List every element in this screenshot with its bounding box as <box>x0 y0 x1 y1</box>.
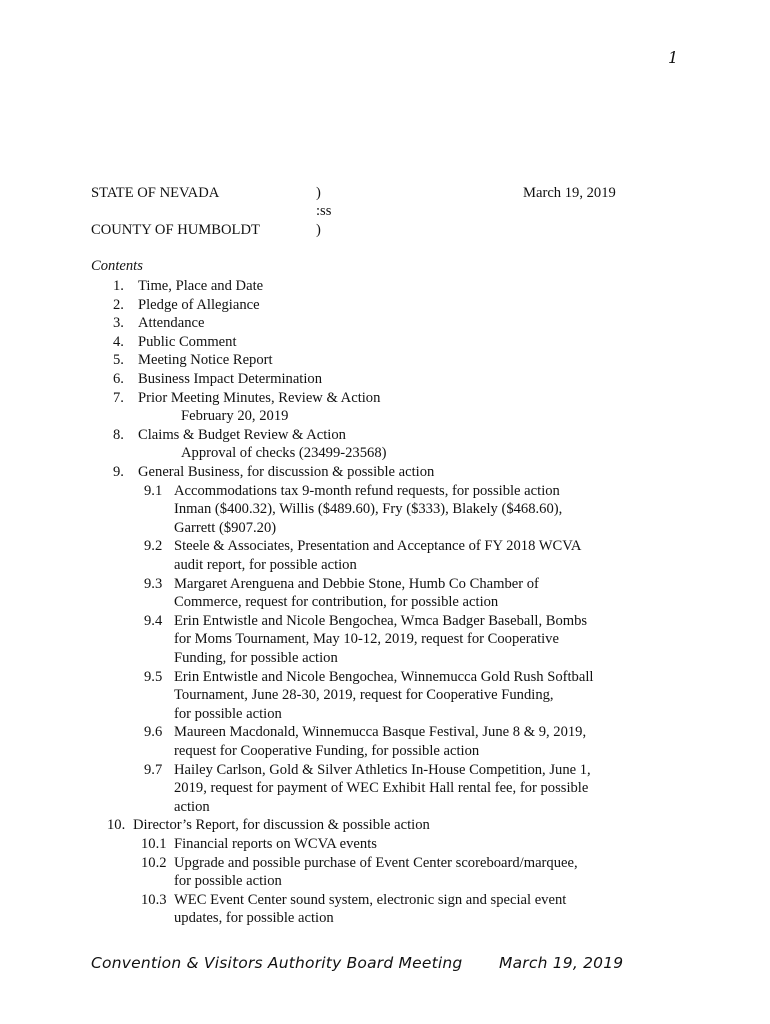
item-text: Public Comment <box>138 333 237 350</box>
item-number: 5. <box>113 352 124 369</box>
subitem-text: Garrett ($907.20) <box>174 519 277 536</box>
item-text: Business Impact Determination <box>138 371 323 387</box>
item-number: 2. <box>113 296 124 313</box>
subitem-text: Maureen Macdonald, Winnemucca Basque Festival, June 8 & 9, 2019, <box>174 724 587 741</box>
item-text: Director’s Report, for discussion & possible action <box>133 817 430 834</box>
subitem-text: for Moms Tournament, May 10-12, 2019, request for Cooperative <box>174 631 559 648</box>
item-text: Meeting Notice Report <box>138 352 273 369</box>
subitem-number: 10.1 <box>141 836 167 852</box>
contents-title: Contents <box>91 258 143 274</box>
subitem-number: 10.3 <box>141 891 167 908</box>
item-number: 8. <box>113 426 124 443</box>
subitem-number: 9.3 <box>144 575 163 592</box>
subitem-text: Commerce, request for contribution, for possible action <box>174 594 499 611</box>
subitem-text: WEC Event Center sound system, electronic sign and special event <box>174 891 567 908</box>
item-text: General Business, for discussion & possible action <box>138 464 435 480</box>
subitem-number: 9.5 <box>144 668 163 685</box>
subitem-text: Steele & Associates, Presentation and Acceptance of FY 2018 WCVA <box>174 538 582 555</box>
subitem-text: request for Cooperative Funding, for possible action <box>174 743 480 759</box>
item-number: 1. <box>113 278 124 294</box>
subitem-text: Hailey Carlson, Gold & Silver Athletics In-House Competition, June 1, <box>174 761 591 778</box>
subitem-text: Upgrade and possible purchase of Event Center scoreboard/marquee, <box>174 854 578 871</box>
item-number: 3. <box>113 315 124 332</box>
item-number: 10. <box>107 817 126 834</box>
item-number: 7. <box>113 389 124 406</box>
subitem-number: 10.2 <box>141 854 167 871</box>
subitem-text: Funding, for possible action <box>174 650 338 666</box>
subitem-text: for possible action <box>174 705 282 722</box>
subitem-number: 9.2 <box>144 538 163 555</box>
header-state: STATE OF NEVADA <box>91 185 220 201</box>
item-text: Prior Meeting Minutes, Review & Action <box>138 389 381 406</box>
subitem-text: action <box>174 798 210 815</box>
page-number: 1 <box>668 48 679 67</box>
subitem-text: Tournament, June 28-30, 2019, request for Cooperative Funding, <box>174 687 554 704</box>
item-number: 4. <box>113 333 124 350</box>
footer-title: Convention & Visitors Authority Board Meeting <box>91 954 463 972</box>
footer-date: March 19, 2019 <box>499 954 624 972</box>
header-county: COUNTY OF HUMBOLDT <box>91 222 260 238</box>
subitem-text: Erin Entwistle and Nicole Bengochea, Wmca Badger Baseball, Bombs <box>174 612 588 629</box>
item-text: Time, Place and Date <box>138 278 264 294</box>
subitem-text: Accommodations tax 9-month refund requests, for possible action <box>174 482 560 499</box>
subitem-text: Erin Entwistle and Nicole Bengochea, Winnemucca Gold Rush Softball <box>174 668 594 685</box>
item-text: Claims & Budget Review & Action <box>138 426 346 443</box>
item-subtext: February 20, 2019 <box>181 408 289 425</box>
header-date: March 19, 2019 <box>523 185 616 201</box>
header-ss: :ss <box>316 203 332 219</box>
subitem-number: 9.6 <box>144 724 163 741</box>
item-text: Attendance <box>138 315 205 332</box>
header-paren-open: ) <box>316 185 321 201</box>
subitem-text: 2019, request for payment of WEC Exhibit Hall rental fee, for possible <box>174 780 589 797</box>
subitem-number: 9.4 <box>144 612 163 629</box>
header-paren-close: ) <box>316 222 321 238</box>
item-subtext: Approval of checks (23499-23568) <box>181 445 387 462</box>
subitem-text: Inman ($400.32), Willis ($489.60), Fry ($333), Blakely ($468.60), <box>174 501 563 518</box>
subitem-number: 9.7 <box>144 761 163 778</box>
subitem-number: 9.1 <box>144 482 163 499</box>
item-number: 9. <box>113 464 124 480</box>
subitem-text: for possible action <box>174 873 282 890</box>
item-number: 6. <box>113 371 124 387</box>
subitem-text: audit report, for possible action <box>174 557 357 573</box>
item-text: Pledge of Allegiance <box>138 296 260 313</box>
subitem-text: Financial reports on WCVA events <box>174 836 377 852</box>
subitem-text: updates, for possible action <box>174 910 334 927</box>
subitem-text: Margaret Arenguena and Debbie Stone, Humb Co Chamber of <box>174 575 539 592</box>
